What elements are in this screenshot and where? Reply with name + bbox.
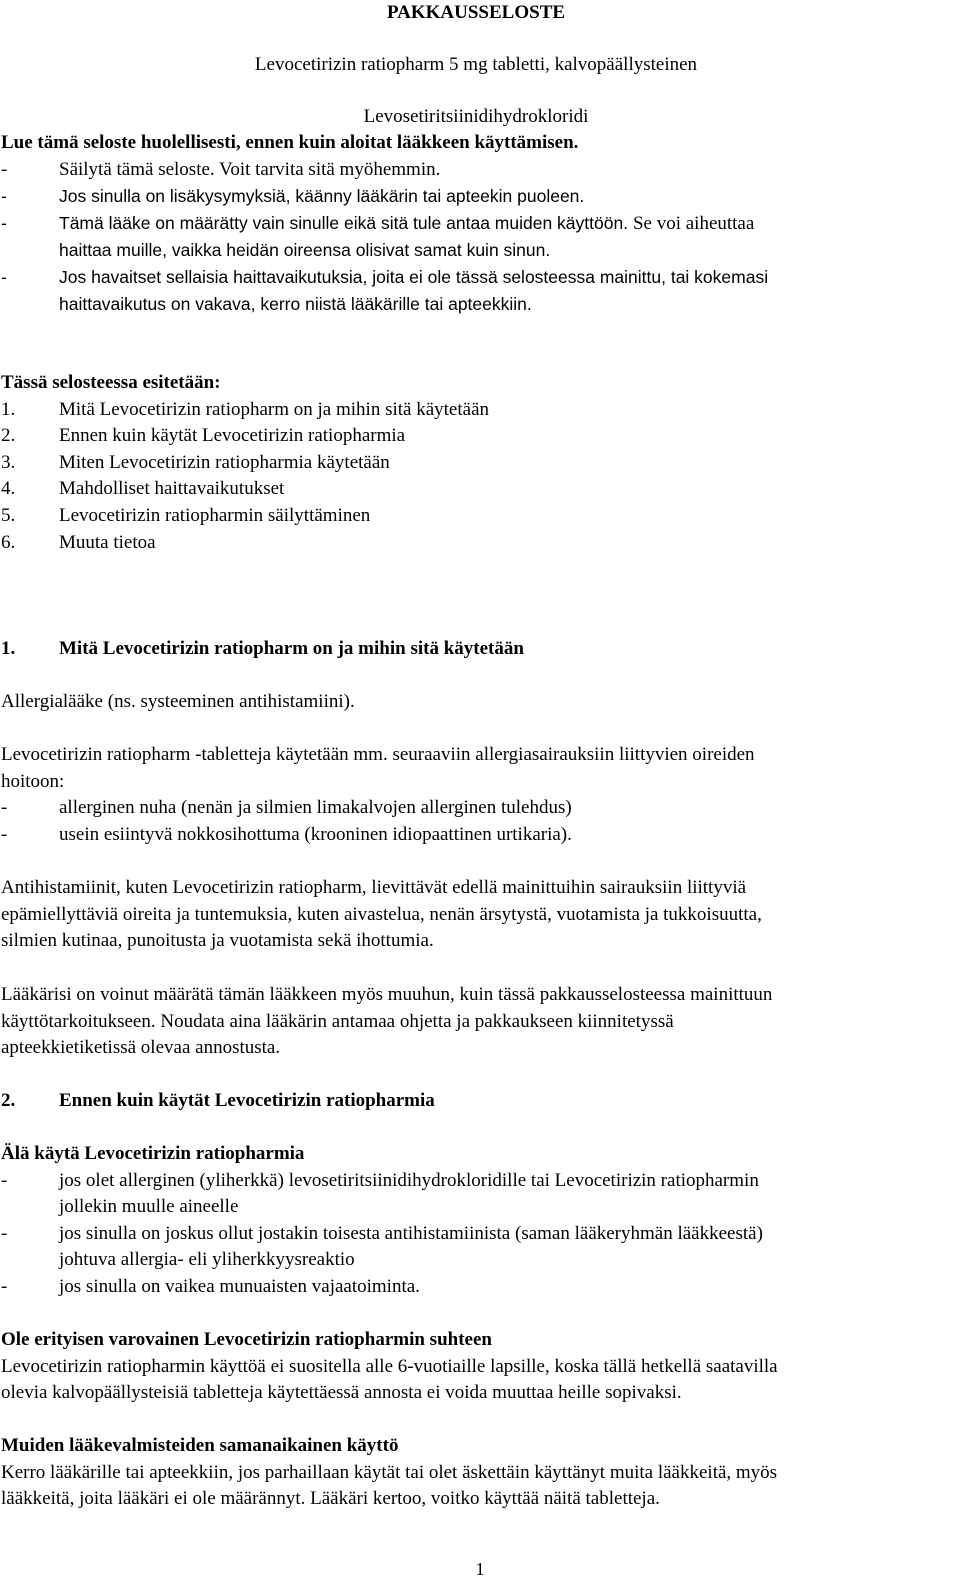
intro-heading: Lue tämä seloste huolellisesti, ennen kuin aloitat lääkkeen käyttämisen. — [1, 132, 579, 153]
subheading: Muiden lääkevalmisteiden samanaikainen käyttö — [1, 1435, 399, 1456]
list-item: - jos sinulla on joskus ollut jostakin toisesta antihistamiinista (saman lääkeryhmän lääkkeestä) — [1, 1222, 763, 1244]
section-2-heading: 2. Ennen kuin käytät Levocetirizin ratiopharmia — [1, 1090, 435, 1111]
list-item: haittavaikutus on vakava, kerro niistä lääkärille tai apteekkiin. — [59, 293, 532, 314]
product-name: Levocetirizin ratiopharm 5 mg tabletti, kalvopäällysteinen — [254, 54, 698, 75]
toc-item: 6. Muuta tietoa — [1, 531, 156, 553]
section-1-uses: Levocetirizin ratiopharm -tabletteja käytetään mm. seuraaviin allergiasairauksiin liittyvien oireiden hoitoon: - allerginen nuha (nenän ja silmien limakalvojen allerginen tulehdus) - usein esiintyvä nokkosihottuma (krooninen idiopaattinen urtikaria). — [1, 742, 951, 848]
toc-item: 4. Mahdolliset haittavaikutukset — [1, 478, 285, 500]
subheading: Ole erityisen varovainen Levocetirizin ratiopharmin suhteen — [1, 1329, 492, 1350]
toc-item: 1. Mitä Levocetirizin ratiopharm on ja mihin sitä käytetään — [1, 398, 489, 420]
active-substance: Levosetiritsiinidihydrokloridi — [363, 106, 589, 127]
section-1-paragraph: Antihistamiinit, kuten Levocetirizin ratiopharm, lievittävät edellä mainittuihin sairauksiin liittyviä epämiellyttäviä oireita ja tuntemuksia, kuten aivastelua, nenän ärsytystä, vuotamista ja tukkoisuutta, silmien kutinaa, punoitusta ja vuotamista sekä ihottumia. — [1, 877, 762, 952]
intro-section — [1, 130, 951, 317]
section-1-heading: 1. Mitä Levocetirizin ratiopharm on ja mihin sitä käytetään — [1, 638, 524, 659]
interactions: Muiden lääkevalmisteiden samanaikainen käyttö Kerro lääkärille tai apteekkiin, jos parhaillaan käytät tai olet äskettäin käyttänyt muita lääkkeitä, myös lääkkeitä, joita lääkäri ei ole määrännyt. Lääkäri kertoo, voitko käyttää näitä tabletteja. — [1, 1433, 951, 1513]
document-title: PAKKAUSSELOSTE — [386, 2, 566, 23]
list-item: - Säilytä tämä seloste. Voit tarvita sitä myöhemmin. — [1, 158, 441, 180]
section-1-paragraph: Lääkärisi on voinut määrätä tämän lääkkeen myös muuhun, kuin tässä pakkausselosteessa mainittuun käyttötarkoitukseen. Noudata aina lääkärin antamaa ohjetta ja pakkaukseen kiinnitetyssä apteekkietiketissä olevaa annostusta. — [1, 984, 773, 1059]
list-item: - Jos sinulla on lisäkysymyksiä, käänny lääkärin tai apteekin puoleen. — [1, 186, 585, 207]
list-item: haittaa muille, vaikka heidän oireensa olisivat samat kuin sinun. — [59, 240, 551, 261]
list-item: - Tämä lääke on määrätty vain sinulle eikä sitä tule antaa muiden käyttöön. Se voi aiheuttaa — [1, 212, 755, 234]
subheading: Älä käytä Levocetirizin ratiopharmia — [1, 1143, 305, 1164]
section-1-paragraph: Allergialääke (ns. systeeminen antihistamiini). — [1, 691, 355, 712]
list-item: - usein esiintyvä nokkosihottuma (krooninen idiopaattinen urtikaria). — [1, 823, 572, 845]
table-of-contents — [1, 370, 951, 556]
list-item: johtuva allergia- eli yliherkkyysreaktio — [59, 1249, 355, 1271]
toc-item: 2. Ennen kuin käytät Levocetirizin ratiopharmia — [1, 425, 406, 447]
list-item: - allerginen nuha (nenän ja silmien limakalvojen allerginen tulehdus) — [1, 797, 572, 819]
list-item: jollekin muulle aineelle — [59, 1196, 239, 1218]
toc-item: 3. Miten Levocetirizin ratiopharmia käytetään — [1, 451, 390, 473]
list-item: - jos sinulla on vaikea munuaisten vajaatoiminta. — [1, 1275, 420, 1297]
toc-heading: Tässä selosteessa esitetään: — [1, 372, 221, 393]
toc-item: 5. Levocetirizin ratiopharmin säilyttäminen — [1, 504, 371, 526]
list-item: - Jos havaitset sellaisia haittavaikutuksia, joita ei ole tässä selosteessa mainittu, tai kokemasi — [1, 266, 769, 287]
page-number: 1 — [475, 1559, 485, 1579]
list-item: - jos olet allerginen (yliherkkä) levosetiritsiinidihydrokloridille tai Levocetirizin ratiopharmin — [1, 1169, 759, 1191]
contraindications — [1, 1141, 951, 1301]
precautions: Ole erityisen varovainen Levocetirizin ratiopharmin suhteen Levocetirizin ratiopharmin käyttöä ei suositella alle 6-vuotiaille lapsille, koska tällä hetkellä saatavilla olevia kalvopäällysteisiä tabletteja käytettäessä annosta ei voida muuttaa heille sopivaksi. — [1, 1327, 951, 1407]
